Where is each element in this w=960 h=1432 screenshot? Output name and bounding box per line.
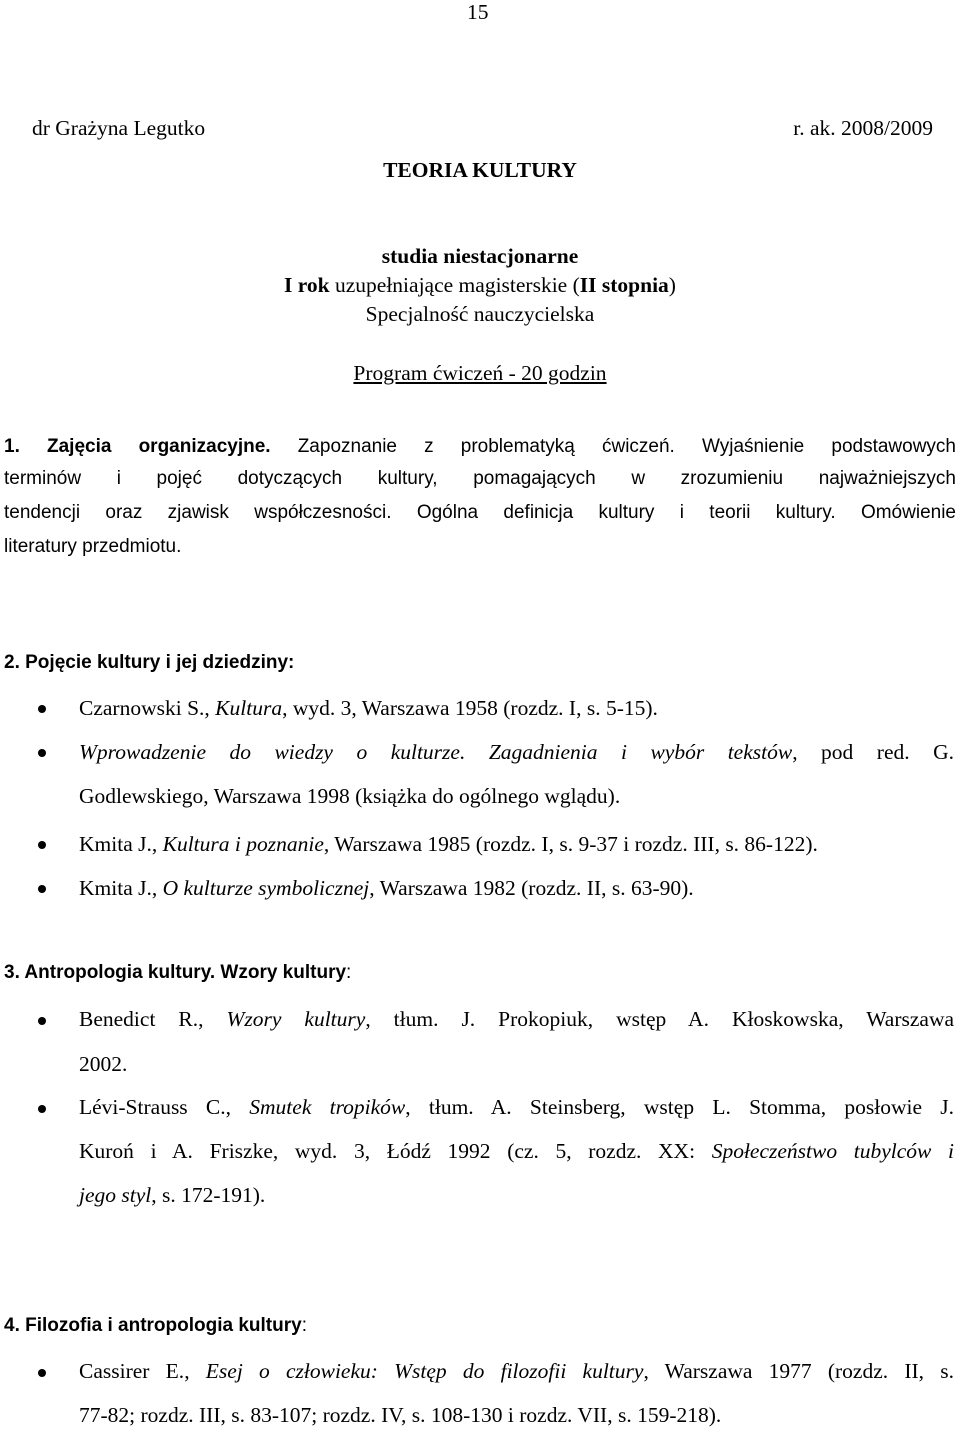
item-details: , Warszawa 1977 (rozdz. II, s. bbox=[643, 1359, 955, 1383]
section-1 bbox=[4, 428, 956, 564]
item-sep: , bbox=[204, 696, 216, 720]
section-1-line bbox=[4, 428, 956, 462]
item-details: , pod red. G. bbox=[792, 740, 954, 764]
section-2-number: 2. bbox=[4, 652, 20, 673]
bullet bbox=[38, 885, 46, 893]
bibliography-item bbox=[79, 740, 954, 766]
section-3-heading: Antropologia kultury. Wzory kultury bbox=[19, 962, 347, 983]
section-2-heading-line bbox=[4, 652, 294, 675]
program-hours: Program ćwiczeń - 20 godzin bbox=[353, 361, 607, 385]
item-title: Wzory kultury bbox=[226, 1007, 366, 1031]
item-details: Kuroń i A. Friszke, wyd. 3, Łódź 1992 (cz. 5, rozdz. XX: bbox=[79, 1139, 712, 1163]
specialization: Specjalność nauczycielska bbox=[365, 302, 595, 326]
section-4-heading: Filozofia i antropologia kultury bbox=[19, 1315, 302, 1336]
section-1-heading: Zajęcia organizacyjne. bbox=[19, 436, 271, 457]
item-title: Kultura i poznanie bbox=[162, 832, 324, 856]
item-author: Cassirer E. bbox=[79, 1359, 185, 1383]
item-title: Esej o człowieku: Wstęp do filozofii kultury bbox=[205, 1359, 644, 1383]
bibliography-item bbox=[79, 696, 658, 722]
item-details: , Warszawa 1985 (rozdz. I, s. 9-37 i rozdz. III, s. 86-122). bbox=[323, 832, 818, 856]
section-4-number: 4. bbox=[4, 1315, 20, 1336]
bibliography-item-cont: 2002. bbox=[79, 1052, 128, 1076]
item-details: , wyd. 3, Warszawa 1958 (rozdz. I, s. 5-15). bbox=[282, 696, 658, 720]
item-author: Kmita J. bbox=[79, 832, 152, 856]
bibliography-item-cont: 77-82; rozdz. III, s. 83-107; rozdz. IV, s. 108-130 i rozdz. VII, s. 159-218). bbox=[79, 1403, 722, 1427]
section-4-colon: : bbox=[301, 1315, 307, 1336]
item-author: Czarnowski S. bbox=[79, 696, 205, 720]
study-mode: studia niestacjonarne bbox=[381, 244, 579, 268]
bibliography-item-cont bbox=[79, 1183, 265, 1209]
section-3-number: 3. bbox=[4, 962, 20, 983]
section-1-line: literatury przedmiotu. bbox=[4, 536, 182, 557]
item-chapter-title: Społeczeństwo tubylców i bbox=[711, 1139, 954, 1163]
item-sep bbox=[465, 740, 488, 764]
bibliography-item bbox=[79, 1095, 954, 1121]
bullet bbox=[38, 841, 46, 849]
document-title: TEORIA KULTURY bbox=[383, 158, 577, 182]
section-1-number: 1. bbox=[4, 436, 20, 457]
item-details: , Warszawa 1982 (rozdz. II, s. 63-90). bbox=[369, 876, 694, 900]
bullet bbox=[38, 749, 46, 757]
degree-close: ) bbox=[668, 273, 676, 297]
item-sep: , bbox=[225, 1095, 250, 1119]
item-subtitle: Zagadnienia i wybór tekstów bbox=[488, 740, 793, 764]
section-1-line: tendencji oraz zjawisk współczesności. Ogólna definicja kultury i teorii kultury. Omówienie bbox=[4, 502, 956, 523]
year-text: uzupełniające magisterskie ( bbox=[329, 273, 580, 297]
item-sep: , bbox=[184, 1359, 206, 1383]
item-sep: , bbox=[151, 832, 163, 856]
item-sep: , bbox=[198, 1007, 227, 1031]
year-bold: I rok bbox=[284, 273, 330, 297]
bibliography-item bbox=[79, 1359, 954, 1385]
item-title: O kulturze symbolicznej bbox=[162, 876, 370, 900]
item-details: , s. 172-191). bbox=[151, 1183, 266, 1207]
item-author: Lévi-Strauss C. bbox=[79, 1095, 226, 1119]
item-sep: , bbox=[151, 876, 163, 900]
bibliography-item-cont bbox=[79, 1139, 954, 1165]
bibliography-item bbox=[79, 832, 818, 858]
item-details: , tłum. J. Prokopiuk, wstęp A. Kłoskowska, Warszawa bbox=[365, 1007, 955, 1031]
academic-year: r. ak. 2008/2009 bbox=[793, 116, 933, 140]
degree-bold: II stopnia bbox=[579, 273, 669, 297]
bibliography-item-cont: Godlewskiego, Warszawa 1998 (książka do ogólnego wglądu). bbox=[79, 784, 621, 808]
item-chapter-title: jego styl bbox=[79, 1183, 152, 1207]
item-author: Benedict R. bbox=[79, 1007, 199, 1031]
page-number: 15 bbox=[467, 0, 489, 24]
section-1-text: Zapoznanie z problematyką ćwiczeń. Wyjaśnienie podstawowych bbox=[270, 436, 956, 457]
section-2-heading: Pojęcie kultury i jej dziedziny: bbox=[19, 652, 295, 673]
study-level bbox=[0, 273, 960, 299]
item-details: , tłum. A. Steinsberg, wstęp L. Stomma, posłowie J. bbox=[405, 1095, 954, 1119]
section-4-heading-line bbox=[4, 1315, 307, 1338]
bibliography-item bbox=[79, 1007, 954, 1033]
bullet bbox=[38, 1017, 46, 1025]
bullet bbox=[38, 1105, 46, 1113]
bullet bbox=[38, 705, 46, 713]
section-3-heading-line bbox=[4, 962, 351, 985]
bibliography-item bbox=[79, 876, 694, 902]
item-title: Wprowadzenie do wiedzy o kulturze. bbox=[79, 740, 466, 764]
author-name: dr Grażyna Legutko bbox=[32, 116, 206, 140]
item-title: Smutek tropików bbox=[249, 1095, 406, 1119]
section-3-colon: : bbox=[346, 962, 352, 983]
item-author: Kmita J. bbox=[79, 876, 152, 900]
bullet bbox=[38, 1369, 46, 1377]
section-1-line: terminów i pojęć dotyczących kultury, pomagających w zrozumieniu najważniejszych bbox=[4, 468, 956, 489]
item-title: Kultura bbox=[215, 696, 283, 720]
